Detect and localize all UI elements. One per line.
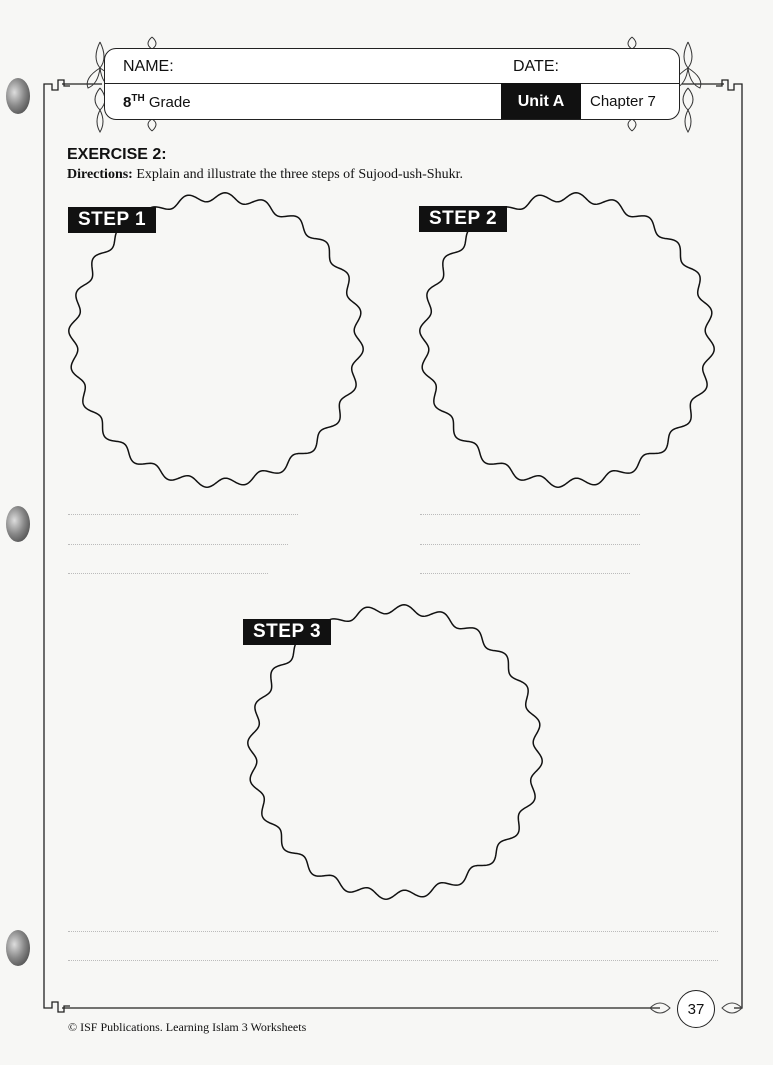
writing-line[interactable] [68,960,718,961]
writing-line[interactable] [68,931,718,932]
date-label: DATE: [513,58,559,75]
unit-badge: Unit A [501,83,581,120]
name-label: NAME: [123,58,174,75]
exercise-title: EXERCISE 2: [67,146,167,163]
grade-superscript: TH [131,93,145,104]
grade-word: Grade [148,94,191,111]
writing-line[interactable] [68,573,268,574]
writing-line[interactable] [68,544,288,545]
page-number: 37 [677,990,715,1028]
step-3-label: STEP 3 [243,619,331,645]
step-2-drawing-frame[interactable] [420,193,714,487]
writing-line[interactable] [68,514,298,515]
chapter-label: Chapter 7 [590,93,656,110]
directions-body: Explain and illustrate the three steps of Sujood-ush-Shukr. [136,167,463,182]
step-1-label: STEP 1 [68,207,156,233]
writing-line[interactable] [420,544,640,545]
grade-number: 8 [123,94,132,111]
directions-label: Directions: [67,167,133,182]
step-1-drawing-frame[interactable] [69,193,363,487]
copyright-footer: © ISF Publications. Learning Islam 3 Worksheets [68,1020,307,1034]
writing-line[interactable] [420,514,640,515]
step-3-drawing-frame[interactable] [248,605,542,899]
writing-line[interactable] [420,573,630,574]
step-2-label: STEP 2 [419,206,507,232]
